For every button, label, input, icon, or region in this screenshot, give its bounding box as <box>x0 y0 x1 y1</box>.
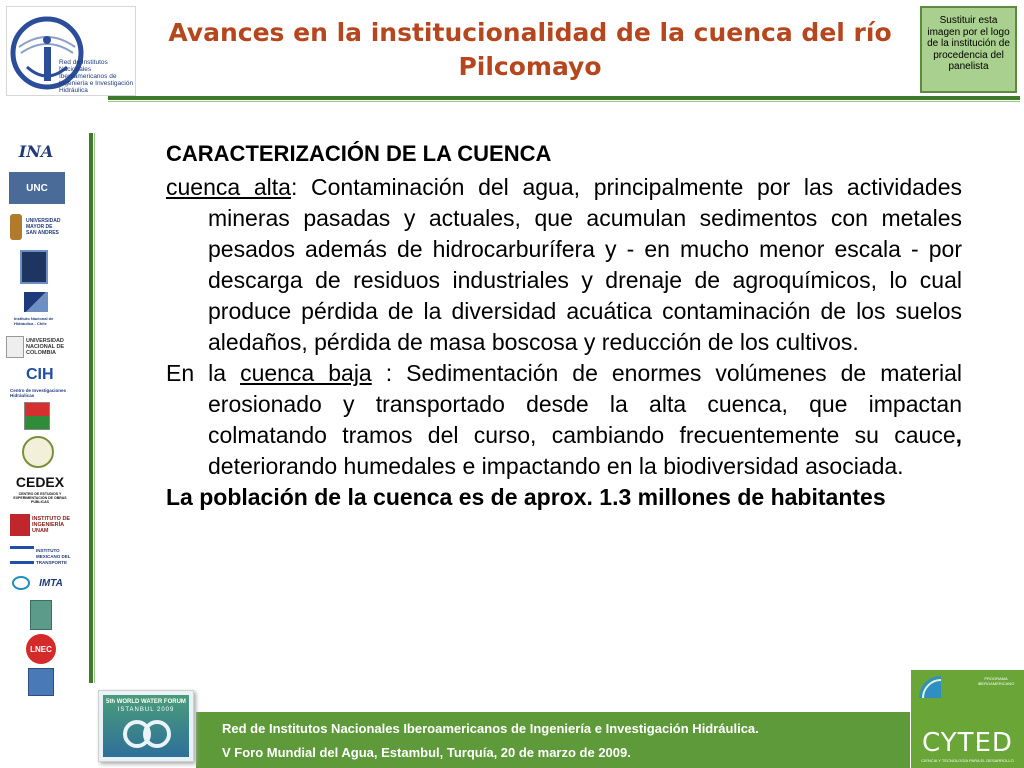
cyted-wordmark: CYTED <box>922 728 1013 758</box>
cyted-program-label: PROGRAMA IBEROAMERICANO <box>977 676 1015 686</box>
instituto-mexicano-transporte-logo: INSTITUTO MEXICANO DEL TRANSPORTE <box>8 544 80 570</box>
institution-logo-17 <box>28 668 54 696</box>
cuenca-baja-comma: , <box>955 422 962 448</box>
paragraph-cuenca-baja <box>166 358 962 482</box>
iiunam-emblem-icon <box>10 514 30 536</box>
institution-logo-placeholder: Sustituir esta imagen por el logo de la institución de procedencia del panelista <box>920 6 1017 93</box>
imt-emblem-icon <box>10 546 34 564</box>
institution-logo-15 <box>30 600 52 630</box>
sidebar-divider-thin <box>94 133 95 683</box>
cedex-subtitle: CENTRO DE ESTUDIOS Y EXPERIMENTACIÓN DE OBRAS PÚBLICAS <box>13 492 67 504</box>
cuenca-alta-description: : Contaminación del agua, principalmente por las actividades mineras pasadas y actuales, que acumulan sedimentos con metales pesados además de hidrocarburífera y - en mucho menor escala - por descarga de residuos industriales y drenaje de agroquímicos, lo cual produce pérdida de la diversidad acuática contaminación de los suelos aledaños, pérdida de masa boscosa y reducción de los cultivos. <box>208 174 962 355</box>
universidad-mayor-san-andres-logo: UNIVERSIDAD MAYOR DE SAN ANDRES <box>8 210 64 244</box>
title-divider <box>108 96 1020 100</box>
lnec-logo: LNEC <box>26 634 56 664</box>
cuenca-baja-description-a: : Sedimentación de enormes volúmenes de material erosionado y transportado desde la alta cuenca, que impactan colmatando tramos del curso, cambiando frecuentemente su cauce <box>208 360 963 448</box>
instituto-nacional-hidraulica-chile-logo: Instituto Nacional de Hidráulica - Chile <box>14 290 58 326</box>
paragraph-cuenca-alta <box>166 172 962 358</box>
wwf-title: 5th WORLD WATER FORUM <box>106 699 186 705</box>
footer-line-2: V Foro Mundial del Agua, Estambul, Turquía, 20 de marzo de 2009. <box>222 745 631 760</box>
section-heading: CARACTERIZACIÓN DE LA CUENCA <box>166 141 552 166</box>
term-cuenca-alta: cuenca alta <box>166 174 291 200</box>
universidad-nacional-colombia-logo: UNIVERSIDAD NACIONAL DE COLOMBIA <box>4 332 72 362</box>
instituto-ingenieria-unam-logo: INSTITUTO DE INGENIERÍA UNAM <box>8 512 74 538</box>
cih-logo: CIH Centro de Investigaciones Hidráulicas <box>10 366 67 398</box>
wwf-city: ISTANBUL 2009 <box>117 707 175 713</box>
inh-chile-emblem-icon <box>24 292 48 312</box>
cedex-logo: CEDEX <box>15 474 65 490</box>
cyted-emblem-icon <box>917 674 943 700</box>
imta-logo: IMTA <box>10 572 74 594</box>
cih-emblem-icon: CIH <box>26 366 54 383</box>
cyted-subtitle: CIENCIA Y TECNOLOGÍA PARA EL DESARROLLO <box>921 758 1014 763</box>
red-institutos-logo <box>6 6 136 96</box>
imta-emblem-icon <box>12 576 30 590</box>
wwf-emblem-icon <box>119 717 175 751</box>
slide-body <box>166 138 962 513</box>
sidebar-divider <box>89 133 93 683</box>
institution-logo-4 <box>20 250 48 284</box>
cuenca-baja-description-b: deteriorando humedales e impactando en la biodiversidad asociada. <box>208 453 904 479</box>
world-water-forum-logo <box>98 690 194 762</box>
unc-logo: UNC <box>9 172 65 204</box>
cuenca-baja-prefix: En la <box>166 360 241 386</box>
paragraph-poblacion: La población de la cuenca es de aprox. 1.3 millones de habitantes <box>166 484 886 510</box>
red-institutos-logo-text: Red de Institutos Nacionales Iberoamericanos de Ingeniería e Investigación Hidráulica <box>59 59 134 94</box>
term-cuenca-baja: cuenca baja <box>240 360 372 386</box>
page-title: Avances en la institucionalidad de la cuenca del río Pilcomayo <box>168 18 892 81</box>
institution-logo-8 <box>24 402 50 430</box>
title-divider-thin <box>108 101 1020 102</box>
umsa-emblem-icon <box>10 214 22 240</box>
cyted-logo <box>911 670 1024 768</box>
unal-emblem-icon <box>6 336 24 358</box>
footer-line-1: Red de Institutos Nacionales Iberoamericanos de Ingeniería e Investigación Hidráulica. <box>222 721 759 736</box>
institution-logo-9 <box>22 436 54 468</box>
ina-logo: INA <box>18 141 54 161</box>
